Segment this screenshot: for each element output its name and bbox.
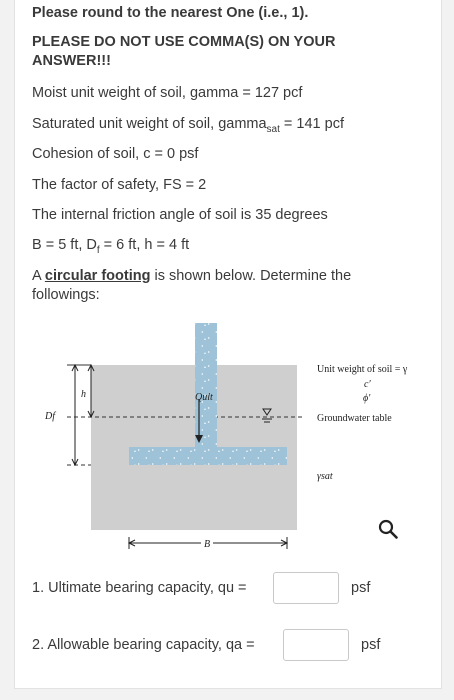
h-label: h (81, 389, 86, 400)
question-card (14, 0, 442, 689)
df-label: Df (45, 411, 55, 422)
question-1-unit: psf (351, 580, 371, 596)
saturated-unit-weight: Saturated unit weight of soil, gamma$_{sat}$ = 141 pcf (32, 116, 344, 135)
footing-slab (129, 447, 287, 465)
question-2-label: 2. Allowable bearing capacity, qa = (32, 637, 255, 653)
no-comma-instruction: PLEASE DO NOT USE COMMA(S) ON YOUR ANSWER!!! (32, 34, 336, 69)
question-1-label: 1. Ultimate bearing capacity, qu = (32, 580, 247, 596)
footing-column (195, 323, 217, 449)
ultimate-bearing-input[interactable] (273, 572, 339, 604)
question-2-unit: psf (361, 637, 381, 653)
friction-angle: The internal friction angle of soil is 35 degrees (32, 207, 328, 223)
c-label: c′ (364, 379, 371, 390)
allowable-bearing-input[interactable] (283, 629, 349, 661)
unit-weight-label: Unit weight of soil = γ (317, 364, 408, 375)
moist-unit-weight: Moist unit weight of soil, gamma = 127 pcf (32, 85, 303, 101)
round-instruction: Please round to the nearest One (i.e., 1). (32, 5, 309, 21)
phi-label: ϕ′ (363, 393, 371, 404)
groundwater-label: Groundwater table (317, 413, 392, 424)
problem-description: A circular footing is shown below. Determine the followings: (32, 268, 352, 303)
magnifier-icon[interactable] (377, 518, 399, 540)
circular-footing-link[interactable]: circular footing (44, 268, 151, 284)
b-label: B (204, 539, 211, 550)
dimensions: B = 5 ft, $D_f = 6$ ft, h = 4 ft (32, 237, 190, 256)
gamma-sat-label: γsat (317, 471, 333, 482)
q-ult-label: Qult (195, 392, 213, 403)
cohesion: Cohesion of soil, c = 0 psf (32, 146, 199, 162)
factor-of-safety: The factor of safety, FS = 2 (32, 177, 207, 193)
